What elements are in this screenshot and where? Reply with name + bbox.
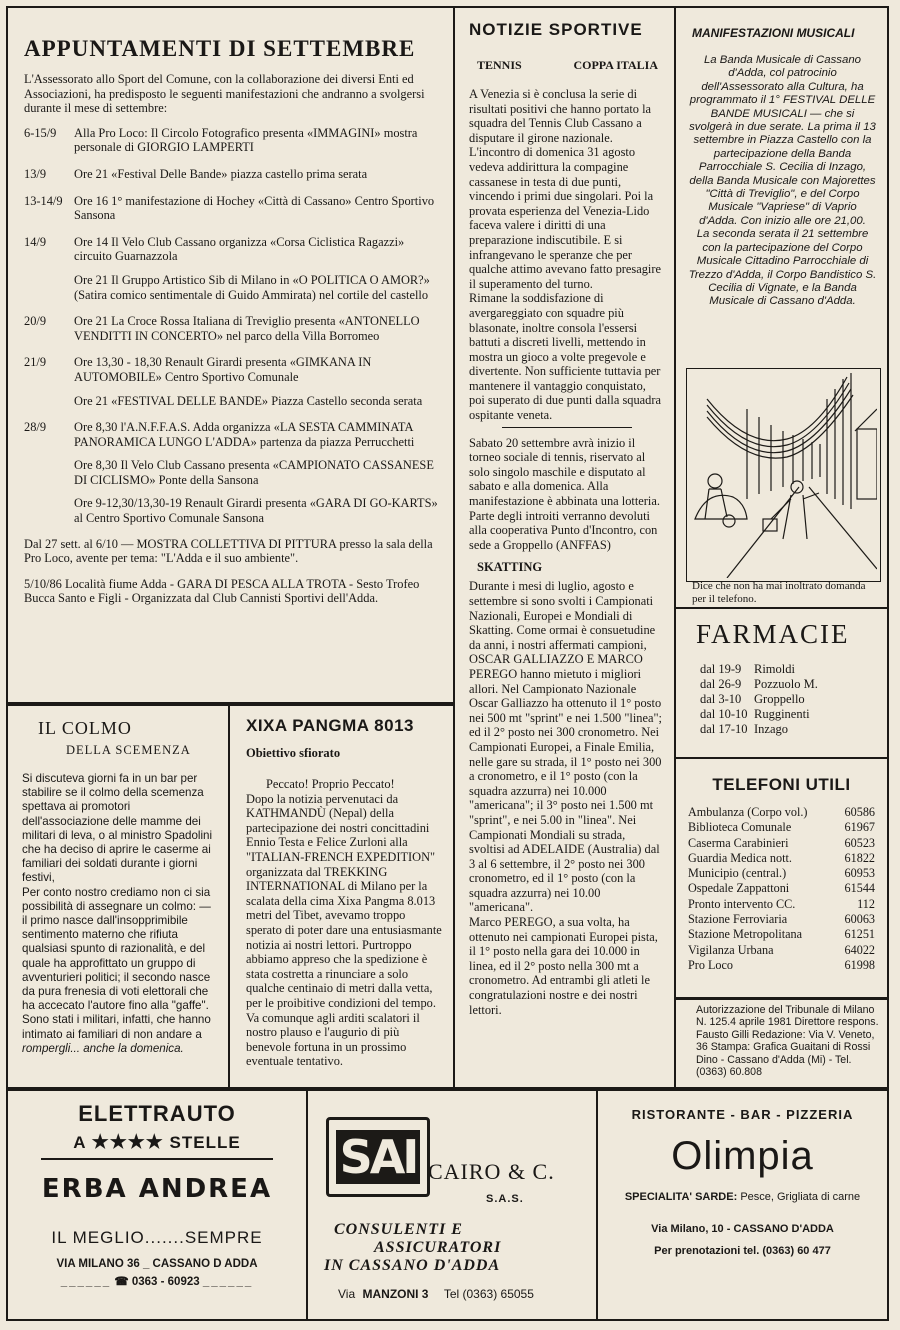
appuntamenti-intro: L'Assessorato allo Sport del Comune, con la collaborazione dei diversi Enti ed Associazioni, ha predisposto le seguenti manifestazioni che andranno a svolgersi durante il mese di settembre: bbox=[24, 72, 425, 116]
xixa-title: XIXA PANGMA 8013 bbox=[246, 716, 414, 735]
event-row bbox=[24, 167, 439, 182]
telefono-number: 60523 bbox=[844, 835, 875, 850]
event-date: 6-15/9 bbox=[24, 125, 57, 140]
farmacia-name: Rimoldi bbox=[754, 662, 795, 676]
event-row bbox=[24, 126, 439, 155]
telefono-name: Pro Loco bbox=[688, 957, 734, 972]
farmacie-section bbox=[674, 609, 889, 759]
xixa-paragraph-1: Peccato! Proprio Peccato! bbox=[266, 777, 395, 791]
olimpia-advert bbox=[598, 1089, 889, 1321]
event-text: Ore 8,30 l'A.N.F.F.A.S. Adda organizza «LA SESTA CAMMINATA PANORAMICA LUNGO L'ADDA» partenza da piazza Perrucchetti bbox=[74, 420, 415, 449]
event-text: Ore 8,30 Il Velo Club Cassano presenta «CAMPIONATO CASSANESE DI CICLISMO» Ponte della Sansona bbox=[74, 458, 434, 487]
phone-icon: ☎ bbox=[114, 1276, 129, 1288]
ad1-a: A bbox=[73, 1133, 86, 1152]
ad2-address-line bbox=[338, 1287, 534, 1301]
telefono-row bbox=[688, 912, 875, 927]
event-row bbox=[24, 194, 439, 223]
telefoni-utili-section bbox=[674, 759, 889, 999]
tennis-paragraph-1: A Venezia si è conclusa la serie di risultati positivi che hanno portato la squadra del Tennis Club Cassano a disputare il girone nazionale. L'incontro di domenica 31 agosto vedeva addirittura la compagine cassanese in testa di due punti, vincendo i primi due singolari. Poi la provata esperienza del Venezia-Lido faceva valere i diritti di una preparazione indiscutibile. E si infrangevano le speranze che per qualche attimo avevano fatto presagire il superamento del turno. bbox=[469, 87, 661, 291]
telefono-name: Ambulanza (Corpo vol.) bbox=[688, 805, 808, 819]
telefono-number: 61998 bbox=[844, 957, 875, 972]
telefono-name: Vigilanza Urbana bbox=[688, 942, 774, 957]
sport-title: NOTIZIE SPORTIVE bbox=[469, 20, 643, 39]
telefoni-title: TELEFONI UTILI bbox=[712, 775, 851, 794]
ad1-rule bbox=[41, 1158, 273, 1160]
telefono-name: Stazione Ferroviaria bbox=[688, 912, 788, 927]
skatting-title: SKATTING bbox=[477, 560, 543, 575]
event-text: Ore 9-12,30/13,30-19 Renault Girardi presenta «GARA DI GO-KARTS» al Centro Sportivo Comunale Sansona bbox=[74, 496, 438, 526]
telefono-row bbox=[688, 958, 875, 973]
farmacia-row bbox=[696, 662, 877, 677]
ad3-spec-a: SPECIALITA' SARDE: bbox=[624, 1191, 738, 1203]
telefono-row bbox=[688, 881, 875, 896]
event-text: Ore 21 «FESTIVAL DELLE BANDE» Piazza Castello seconda serata bbox=[74, 393, 423, 408]
coppa-italia-label: COPPA ITALIA bbox=[573, 58, 658, 72]
event-text: Ore 21 Il Gruppo Artistico Sib di Milano in «O POLITICA O AMOR?» (Satira comico sentimentale di Guido Ammirata) nel cortile del castello bbox=[74, 272, 430, 302]
tennis-subheading bbox=[469, 58, 664, 73]
telefono-row bbox=[688, 836, 875, 851]
ad3-address: Via Milano, 10 - CASSANO D'ADDA bbox=[651, 1223, 834, 1235]
colmo-paragraph-2: Per conto nostro crediamo non ci sia possibilità di assegnare un colmo: — il primo nasce dall'insopprimibile sentimento materno che rifiuta qualsiasi spunto di razionalità, e del quale ha approfittato un gruppo di avventurieri politici; il secondo nasce da pura frenesia di voti elettorali che ha accecato l'autore fino alla "gaffe". Sono stati i militari, infatti, che hanno intimato ai familiari di non andare a bbox=[22, 885, 211, 1041]
ad1-name: ERBA ANDREA bbox=[41, 1174, 273, 1204]
telefono-row bbox=[688, 897, 875, 912]
sai-logo-text: SAI bbox=[336, 1130, 421, 1184]
ad2-street-b: MANZONI 3 bbox=[362, 1287, 429, 1301]
ad3-spec-line bbox=[598, 1191, 887, 1203]
sai-logo bbox=[326, 1117, 430, 1197]
ad3-spec-b: Pesce, Grigliata di carne bbox=[740, 1191, 861, 1203]
colmo-paragraph-1: Si discuteva giorni fa in un bar per stabilire se il colmo della scemenza spettava ai promotori dell'associazione delle mamme dei militari di leva, o al ministro Spadolini che ha deciso di aprire le caserme ai familiari dei soldati durante i giorni festivi, bbox=[22, 772, 213, 885]
farmacia-date: dal 3-10 bbox=[700, 692, 742, 706]
il-colmo-section bbox=[6, 704, 228, 1089]
autorizzazione-text: Autorizzazione del Tribunale di Milano N. 125.4 aprile 1981 Direttore respons. Fausto Gilli Redazione: Via V. Veneto, 36 Stampa: Grafica Guaitani di Rossi Dino - Cassano d'Adda (Mi) - Tel. (0363) 60.808 bbox=[696, 1004, 879, 1079]
telefono-row bbox=[688, 927, 875, 942]
musicali-title: MANIFESTAZIONI MUSICALI bbox=[692, 26, 855, 40]
telefono-row bbox=[688, 851, 875, 866]
ad2-line1: CONSULENTI E bbox=[334, 1221, 463, 1238]
event-row bbox=[24, 420, 439, 526]
ad1-stelle: STELLE bbox=[169, 1133, 241, 1152]
telefono-name: Caserma Carabinieri bbox=[688, 835, 789, 850]
telefono-name: Guardia Medica nott. bbox=[688, 850, 792, 865]
ad1-address: VIA MILANO 36 _ CASSANO D ADDA bbox=[56, 1258, 258, 1270]
telefono-row bbox=[688, 866, 875, 881]
star-icon: ★★★★ bbox=[91, 1132, 164, 1153]
notizie-sportive-section bbox=[453, 6, 674, 1089]
ad1-title: ELETTRAUTO bbox=[78, 1101, 236, 1126]
event-date: 13-14/9 bbox=[24, 193, 63, 208]
telefono-number: 61251 bbox=[844, 927, 875, 942]
ad2-street-a: Via bbox=[338, 1287, 356, 1301]
telefono-number: 60953 bbox=[844, 866, 875, 881]
event-date: 21/9 bbox=[24, 355, 47, 370]
ad2-company: CAIRO & C. bbox=[428, 1159, 555, 1184]
event-date: 14/9 bbox=[24, 234, 47, 249]
sai-advert bbox=[308, 1089, 598, 1321]
telefono-row bbox=[688, 820, 875, 835]
ad1-phone: 0363 - 60923 bbox=[131, 1276, 200, 1288]
musicali-paragraph-2: La seconda serata il 21 settembre con la partecipazione del Corpo Musicale Cittadino Parrocchiale di Trezzo d'Adda, il Corpo Bandistico S. Cecilia di Vignate, e la Banda Musicale di Cassano d'Adda. bbox=[688, 228, 877, 308]
telefono-number: 64022 bbox=[844, 942, 875, 957]
ad1-slogan: IL MEGLIO.......SEMPRE bbox=[51, 1228, 263, 1247]
farmacia-row bbox=[696, 707, 877, 722]
farmacia-date: dal 10-10 bbox=[700, 707, 748, 721]
ad3-name: Olimpia bbox=[671, 1134, 814, 1178]
appuntamenti-section bbox=[6, 6, 453, 704]
manifestazioni-musicali-section bbox=[674, 6, 889, 609]
farmacia-date: dal 19-9 bbox=[700, 662, 742, 676]
telefono-name: Stazione Metropolitana bbox=[688, 927, 803, 942]
farmacia-date: dal 17-10 bbox=[700, 722, 748, 736]
event-row bbox=[24, 314, 439, 343]
ad3-phone: Per prenotazioni tel. (0363) 60 477 bbox=[654, 1245, 831, 1257]
telefono-number: 112 bbox=[857, 896, 875, 911]
telefono-name: Pronto intervento CC. bbox=[688, 896, 796, 911]
skatting-paragraph-2: Marco PEREGO, a sua volta, ha ottenuto nei campionati Europei pista, il 1° posto nella gara dei 10.000 in linea, ed il 2° posto nella 300 mt a cronometro. Ad entrambi gli atleti le congratulazioni nostre e dei nostri lettori. bbox=[469, 915, 658, 1017]
farmacia-name: Pozzuolo M. bbox=[754, 677, 818, 691]
event-text: Ore 13,30 - 18,30 Renault Girardi presenta «GIMKANA IN AUTOMOBILE» Centro Sportivo Comunale bbox=[74, 355, 372, 384]
farmacie-title: FARMACIE bbox=[696, 619, 850, 649]
farmacia-name: Inzago bbox=[754, 722, 789, 736]
xixa-pangma-section bbox=[228, 704, 453, 1089]
ad2-tel: Tel (0363) 65055 bbox=[443, 1287, 534, 1301]
farmacia-name: Groppello bbox=[754, 692, 805, 706]
farmacia-row bbox=[696, 677, 877, 692]
appuntamenti-title: APPUNTAMENTI DI SETTEMBRE bbox=[24, 36, 416, 61]
event-row bbox=[24, 355, 439, 408]
ad1-phone-line: ______ ☎ 0363 - 60923 ______ bbox=[60, 1276, 254, 1288]
telefono-number: 60063 bbox=[844, 912, 875, 927]
skatting-paragraph-1: Durante i mesi di luglio, agosto e settembre si sono svolti i Campionati Nazionali, Europei e Mondiali di Skatting. Come ormai è consuetudine da anni, i nostri affermati campioni, OSCAR GALLIAZZO E MARCO PEREGO hanno mietuto i migliori allori. Nel Campionato Nazionale Oscar Galliazzo ha ottenuto il 1° posto nei 500 mt "sprint" e nei 1.500 "linea"; ed il 2° posto nei 300 cronometro. Nei Campionati Europei, a Finale Emilia, nelle gare su strada, il 1° posto nei 300 a cronometro, e il 1° posto (con la squadra azzurra) nei 10.000 "americana"; il 3° posto nei 1.500 mt "sprint", e nei 5.00 in "linea". Nei Campionati Mondiali su strada, svoltisi ad ADELAIDE (Australia) dal 3 al 6 settembre, il 2° posto nei 300 cronometro, ed il 1° posto (con la squadra azzurra) nei 10.00 "americana". bbox=[469, 579, 662, 915]
farmacia-date: dal 26-9 bbox=[700, 677, 742, 691]
ad1-stars-line bbox=[8, 1131, 306, 1154]
event-date: 28/9 bbox=[24, 420, 47, 435]
ad2-line3: IN CASSANO D'ADDA bbox=[324, 1257, 501, 1274]
colmo-subtitle: DELLA SCEMENZA bbox=[66, 743, 191, 757]
ad3-top: RISTORANTE - BAR - PIZZERIA bbox=[631, 1107, 854, 1122]
telefono-number: 61822 bbox=[844, 850, 875, 865]
telefono-number: 60586 bbox=[844, 805, 875, 819]
cartoon-illustration bbox=[686, 368, 881, 582]
xixa-subtitle: Obiettivo sfiorato bbox=[246, 746, 341, 760]
ad2-sas: S.A.S. bbox=[486, 1193, 524, 1205]
event-text: Ore 16 1° manifestazione di Hochey «Città di Cassano» Centro Sportivo Sansona bbox=[74, 193, 435, 223]
xixa-paragraph-2: Dopo la notizia pervenutaci da KATHMANDÙ (Nepal) della partecipazione dei nostri concittadini Ennio Testa e Felice Zurloni alla "ITALIAN-FRENCH EXPEDITION" organizzata dal TREKKING INTERNATIONAL di Milano per la scalata della cima Xixa Pangma 8.013 metri del Tibet, avevamo troppo sperato di poter dare una entusiasmante notizia ai nostri lettori. Purtroppo abbiamo appreso che la spedizione è stata costretta a rinunciare a solo qualche centinaio di metri dalla vetta, per le proibitive condizioni del tempo. Va comunque agli arditi scalatori il nostro plauso e l'augurio di più benevole fortuna in un prossimo eventuale tentativo. bbox=[246, 791, 442, 1069]
tennis-paragraph-3: Sabato 20 settembre avrà inizio il torneo sociale di tennis, riservato al solo singolo maschile e disputato al sabato e alla domenica. Alla manifestazione è abbinata una lotteria. Parte degli introiti verranno devoluti alla cooperativa Punto d'Incontro, con sede a Groppello (ANFFAS) bbox=[469, 435, 660, 552]
farmacia-name: Rugginenti bbox=[754, 707, 810, 721]
telefono-name: Biblioteca Comunale bbox=[688, 820, 792, 835]
event-row bbox=[24, 235, 439, 302]
event-date: 13/9 bbox=[24, 166, 47, 181]
telefono-name: Ospedale Zappattoni bbox=[688, 881, 790, 896]
telefono-number: 61544 bbox=[844, 881, 875, 896]
telefono-number: 61967 bbox=[844, 820, 875, 835]
cartoon-caption: Dice che non ha mai inoltrato domanda per il telefono. bbox=[692, 580, 866, 605]
telefono-name: Municipio (central.) bbox=[688, 866, 787, 881]
tennis-paragraph-2: Rimane la soddisfazione di avergareggiato con squadre più blasonate, inoltre consola l'essersi battuti a discreti livelli, mettendo in mostra un gioco a volte pregevole e divertente. Non sufficiente tuttavia per mantenere il vantaggio conquistato, poi superato di due punti dalla squadra ospitante veneta. bbox=[469, 291, 662, 423]
mostra-notice: Dal 27 sett. al 6/10 — MOSTRA COLLETTIVA DI PITTURA presso la sala della Pro Loco, avente per tema: "L'Adda e il suo ambiente". bbox=[24, 536, 433, 566]
colmo-paragraph-end: rompergli... anche la domenica. bbox=[22, 1041, 184, 1055]
farmacia-row bbox=[696, 692, 877, 707]
pesca-notice: 5/10/86 Località fiume Adda - GARA DI PESCA ALLA TROTA - Sesto Trofeo Bucca Santo e Figli - Organizzata dal Club Cannisti Sportivi dell'Adda. bbox=[24, 576, 420, 606]
colmo-title: IL COLMO bbox=[38, 718, 132, 738]
event-text: Ore 21 La Croce Rossa Italiana di Treviglio presenta «ANTONELLO VENDITTI IN CONCERTO» nel parco della Villa Borromeo bbox=[74, 314, 420, 343]
telefono-row bbox=[688, 805, 875, 820]
event-text: Alla Pro Loco: Il Circolo Fotografico presenta «IMMAGINI» mostra personale di GIORGIO LAMPERTI bbox=[74, 125, 418, 155]
ad2-line2: ASSICURATORI bbox=[374, 1239, 502, 1256]
telefono-row bbox=[688, 943, 875, 958]
autorizzazione-colophon bbox=[674, 999, 889, 1089]
cartoon-drawing-icon bbox=[687, 369, 877, 578]
event-date: 20/9 bbox=[24, 314, 47, 329]
elettrauto-advert bbox=[6, 1089, 308, 1321]
musicali-paragraph-1: La Banda Musicale di Cassano d'Adda, col patrocinio dell'Assessorato alla Cultura, ha programmato il 1° FESTIVAL DELLE BANDE MUSICALI — che si svolgerà in due serate. La prima il 13 settembre in Piazza Castello con la partecipazione della Banda Parrocchiale S. Cecilia di Inzago, della Banda Musicale con Majorettes "Città di Treviglio", e del Corpo Musicale "Vapriese" di Vaprio d'Adda. Con inizio alle ore 21,00. bbox=[689, 54, 876, 227]
tennis-label: TENNIS bbox=[477, 58, 522, 72]
event-text: Ore 21 «Festival Delle Bande» piazza castello prima serata bbox=[74, 166, 368, 181]
separator-rule bbox=[502, 427, 632, 428]
event-text: Ore 14 Il Velo Club Cassano organizza «Corsa Ciclistica Ragazzi» circuito Guarnazzola bbox=[74, 234, 405, 264]
farmacia-row bbox=[696, 722, 877, 737]
